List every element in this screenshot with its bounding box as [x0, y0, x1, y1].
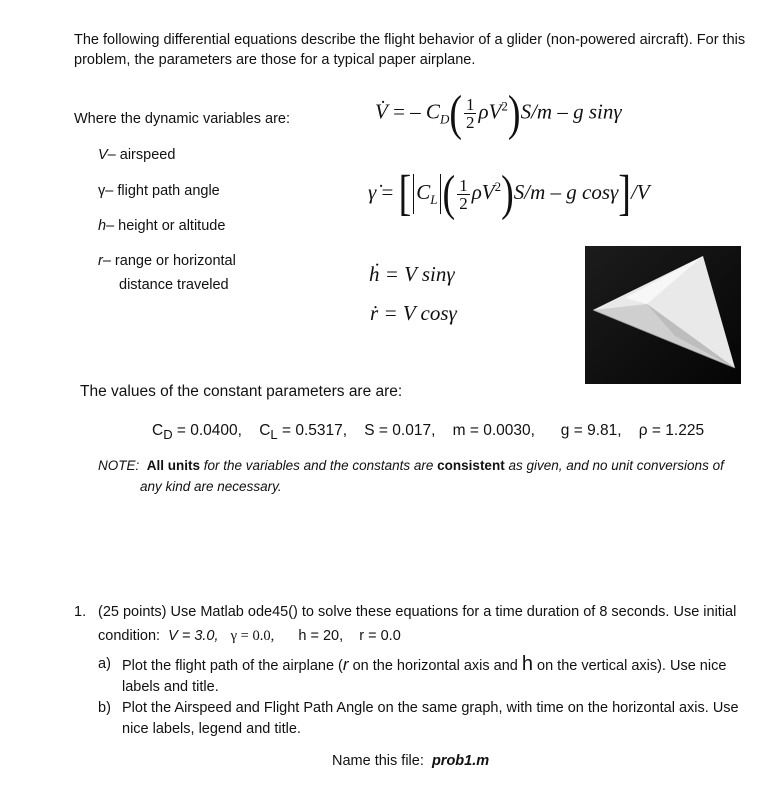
variable-flight-path-angle — [98, 180, 220, 202]
paren-close: ) — [501, 166, 514, 222]
eq-tail: S/m — [520, 99, 553, 124]
note-text: as given, and no unit conversions of — [504, 458, 724, 473]
problem-condition — [98, 625, 401, 647]
intro-line-1: The following differential equations describe the flight behavior of a glider (non-powered aircraft). For this — [74, 32, 746, 48]
variable-desc: – airspeed — [107, 147, 176, 163]
note-label: NOTE: — [98, 458, 140, 473]
eq-coef: C — [425, 99, 440, 124]
const-name: S — [364, 422, 375, 439]
part-b-label: b) — [98, 700, 111, 716]
constant-g — [561, 422, 622, 439]
paren-close: ) — [507, 86, 521, 141]
eq-equals: = — [376, 179, 399, 204]
const-name: m — [452, 422, 466, 439]
part-a-text: on the horizontal axis and — [348, 658, 522, 674]
file-name-line — [332, 750, 489, 772]
eq-rhs: = V cosγ — [378, 301, 457, 325]
file-name: prob1.m — [431, 753, 490, 769]
constants-list — [152, 420, 704, 442]
eq-tail-2: – g sinγ — [552, 99, 622, 124]
part-a-label: a) — [98, 656, 111, 672]
condition-v: V = 3.0, — [168, 628, 219, 644]
abs-bar — [413, 174, 414, 214]
variable-range-continued: distance traveled — [119, 277, 229, 293]
paper-airplane-photo — [585, 246, 741, 384]
abs-bar — [440, 174, 441, 214]
part-a-text: Plot the flight path of the airplane ( — [122, 658, 343, 674]
bracket-close: ] — [618, 166, 631, 222]
note-line-2: any kind are necessary. — [140, 479, 282, 494]
variable-range — [98, 250, 236, 272]
file-label: Name this file: — [332, 753, 424, 769]
eq-lhs: ḣ — [369, 262, 380, 286]
variable-symbol: γ — [98, 183, 106, 199]
const-value: = 0.0030, — [465, 422, 535, 439]
eq-lhs: ṙ — [370, 301, 379, 325]
equation-range — [370, 301, 457, 326]
eq-power: 2 — [494, 178, 502, 194]
fraction-half — [464, 96, 477, 131]
equation-airspeed — [375, 86, 622, 141]
variable-symbol: h — [98, 218, 107, 234]
problem-number: 1. — [74, 604, 87, 620]
const-name: g — [560, 422, 570, 439]
const-sub: D — [163, 427, 173, 443]
variables-heading: Where the dynamic variables are: — [74, 111, 290, 127]
part-a-h: h — [521, 653, 533, 675]
variable-symbol: V — [98, 147, 108, 163]
intro-line-2: problem, the parameters are those for a typical paper airplane. — [74, 52, 476, 68]
bracket-open: [ — [398, 166, 412, 222]
constant-s — [364, 422, 435, 439]
variable-height — [98, 215, 225, 237]
equation-flight-path — [368, 166, 650, 222]
variable-symbol: r — [98, 253, 103, 269]
fraction-half — [457, 177, 470, 212]
paren-open: ( — [442, 166, 456, 222]
eq-rhs: = V sinγ — [379, 262, 455, 286]
eq-power: 2 — [501, 98, 508, 114]
variable-airspeed — [98, 144, 175, 166]
note-line-1 — [98, 455, 724, 476]
const-sub: L — [270, 427, 278, 443]
eq-tail: S/m – g cosγ — [513, 179, 619, 204]
eq-coef-sub: D — [439, 111, 450, 127]
frac-den: 2 — [459, 193, 468, 213]
condition-label: condition: — [98, 628, 161, 644]
eq-coef-sub: L — [430, 192, 438, 207]
eq-lhs: V̇ — [375, 99, 388, 124]
part-b-line-2: nice labels, legend and title. — [122, 721, 301, 737]
variable-desc: – height or altitude — [106, 218, 226, 234]
paren-open: ( — [449, 86, 462, 141]
frac-den: 2 — [465, 113, 475, 132]
equation-height — [369, 262, 455, 287]
constant-rho — [639, 422, 704, 439]
frac-num: 1 — [459, 175, 468, 195]
condition-r: r = 0.0 — [359, 628, 401, 644]
part-a-line-1 — [122, 653, 726, 677]
const-value: = 9.81, — [569, 422, 622, 439]
eq-tail-2: /V — [630, 179, 650, 204]
note-bold: All units — [146, 458, 201, 473]
constants-heading: The values of the constant parameters are are: — [80, 383, 403, 400]
const-value: = 0.017, — [374, 422, 436, 439]
condition-h: h = 20, — [298, 628, 344, 644]
eq-rho-v: ρV — [478, 99, 502, 124]
part-b-line-1: Plot the Airspeed and Flight Path Angle on the same graph, with time on the horizontal axis. Use — [122, 700, 739, 716]
const-value: = 0.0400, — [172, 422, 242, 439]
part-a-r: r — [342, 655, 349, 674]
const-name: ρ — [638, 422, 648, 439]
part-a-text: on the vertical axis). Use nice — [532, 658, 727, 674]
note-bold: consistent — [437, 458, 505, 473]
part-a-line-2: labels and title. — [122, 679, 219, 695]
constant-cd — [152, 422, 242, 443]
eq-rho-v: ρV — [471, 179, 495, 204]
const-name: C — [152, 422, 164, 439]
variable-desc: – range or horizontal — [102, 253, 236, 269]
note-text: for the variables and the constants are — [200, 458, 438, 473]
frac-num: 1 — [465, 95, 475, 114]
const-name: C — [259, 422, 271, 439]
eq-coef: C — [416, 179, 431, 204]
eq-equals: = – — [387, 99, 426, 124]
variable-desc: – flight path angle — [105, 183, 220, 199]
const-value: = 1.225 — [647, 422, 705, 439]
condition-gamma: γ = 0.0, — [230, 628, 275, 644]
paper-airplane-icon — [585, 246, 741, 384]
constant-m — [453, 422, 535, 439]
const-value: = 0.5317, — [277, 422, 348, 439]
constant-cl — [259, 422, 348, 443]
eq-lhs: γ̇ — [368, 179, 377, 204]
problem-line-1: (25 points) Use Matlab ode45() to solve these equations for a time duration of 8 seconds. Use initial — [98, 604, 737, 620]
